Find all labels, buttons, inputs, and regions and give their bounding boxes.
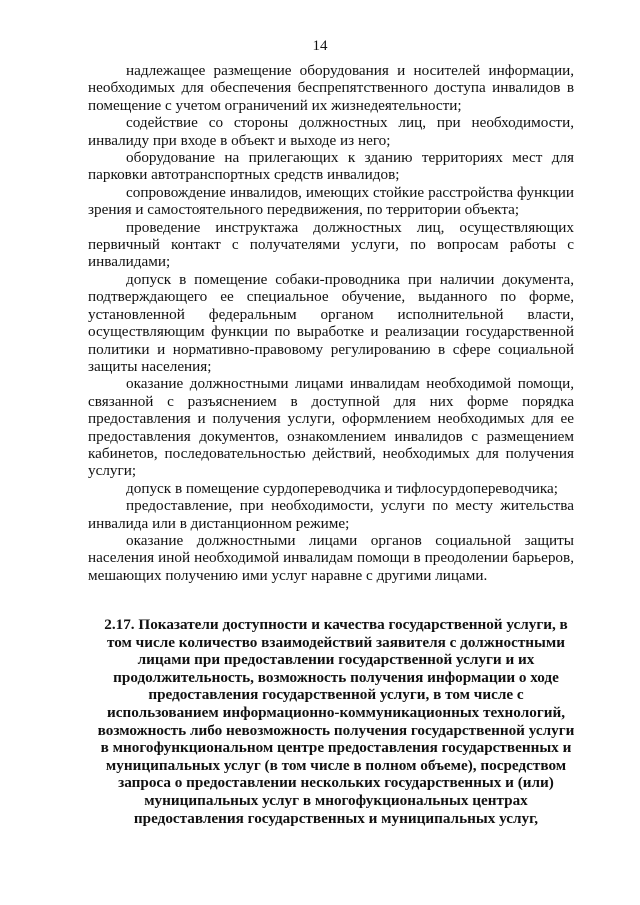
paragraph: допуск в помещение сурдопереводчика и тифлосурдопереводчика; (126, 479, 558, 497)
section-heading: 2.17. Показатели доступности и качества государственной услуги, в том числе количество взаимодействий заявителя с должностными лицами при предоставлении государственной услуги и их продолжительность, возможность получения информации о ходе предоставления государственной услуги, в том числе с использованием информационно-коммуникационных технологий, возможность либо невозможность получения государственной услуги в многофункциональном центре предоставления государственных и муниципальных услуг (в том числе в полном объеме), посредством запроса о предоставлении нескольких государственных и (или) муниципальных услуг в многофукциональных центрах предоставления государственных и муниципальных услуг, (97, 616, 575, 827)
page-number: 14 (312, 38, 328, 54)
paragraph: предоставление, при необходимости, услуги по месту жительства инвалида или в дистанционном режиме; (88, 497, 574, 532)
paragraph: содействие со стороны должностных лиц, при необходимости, инвалиду при входе в объект и выходе из него; (88, 114, 574, 149)
paragraph: надлежащее размещение оборудования и носителей информации, необходимых для обеспечения беспрепятственного доступа инвалидов в помещение с учетом ограничений их жизнедеятельности; (88, 62, 574, 114)
paragraph: оборудование на прилегающих к зданию территориях мест для парковки автотранспортных средств инвалидов; (88, 149, 574, 184)
paragraph: проведение инструктажа должностных лиц, осуществляющих первичный контакт с получателями услуги, по вопросам работы с инвалидами; (88, 218, 574, 271)
paragraph: сопровождение инвалидов, имеющих стойкие расстройства функции зрения и самостоятельного передвижения, по территории объекта; (88, 183, 574, 219)
body-text (88, 62, 574, 584)
paragraph: допуск в помещение собаки-проводника при наличии документа, подтверждающего ее специальное обучение, выданного по форме, установленной федеральным органом исполнительной власти, осуществляющим функции по выработке и реализации государственной политики и нормативно-правовому регулированию в сфере социальной защиты населения; (88, 270, 574, 375)
paragraph: оказание должностными лицами органов социальной защиты населения иной необходимой инвалидам помощи в преодолении барьеров, мешающих получению ими услуг наравне с другими лицами. (88, 531, 574, 584)
paragraph: оказание должностными лицами инвалидам необходимой помощи, связанной с разъяснением в доступной для них форме порядка предоставления и получения услуги, оформлением необходимых для ее предоставления документов, ознакомлением инвалидов с размещением кабинетов, последовательностью действий, необходимых для получения услуги; (88, 375, 574, 480)
